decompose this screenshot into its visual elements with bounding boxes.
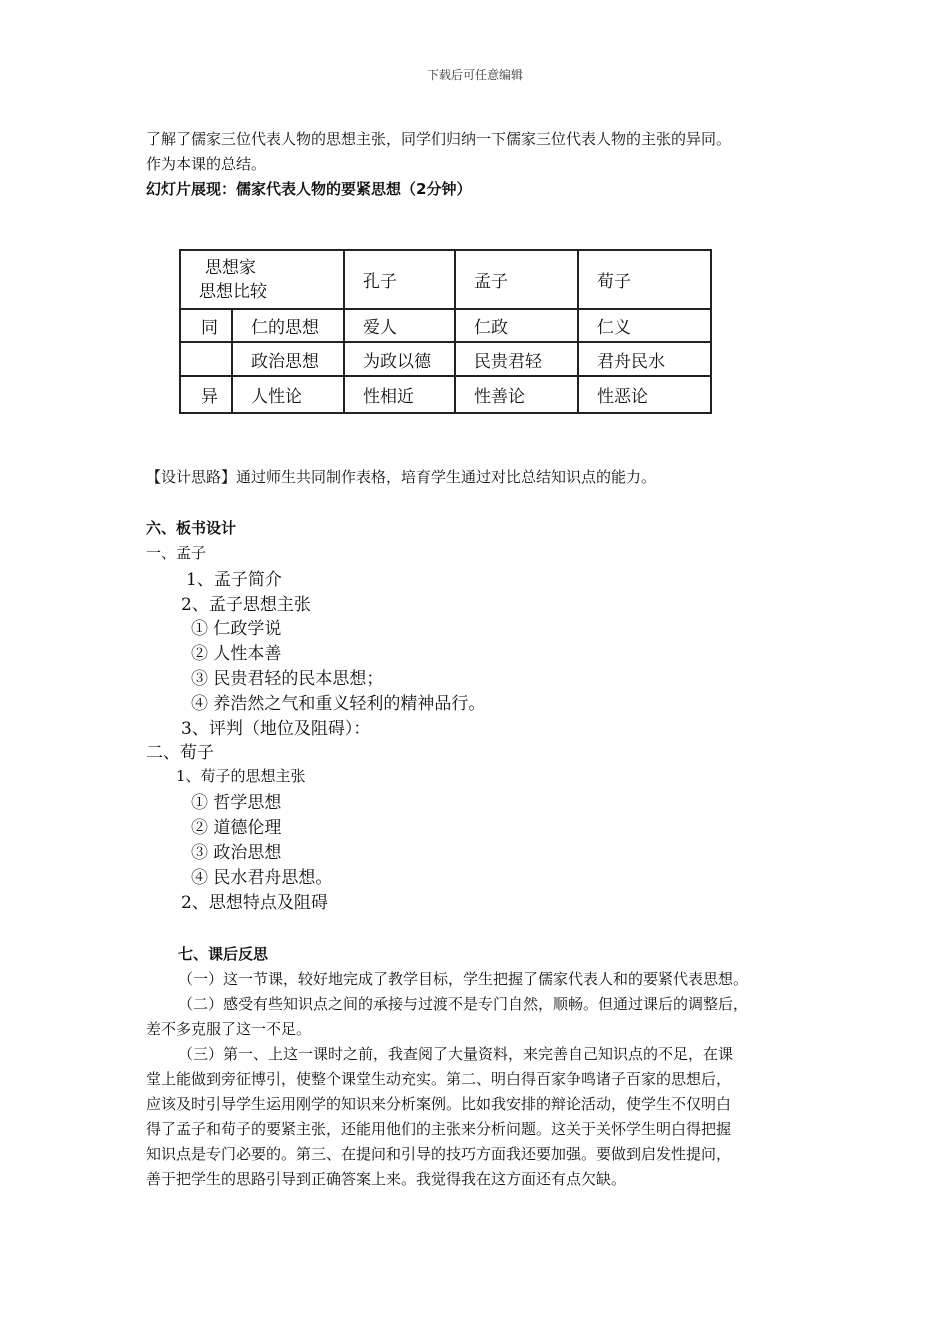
part1-item-1: 1、孟子简介 (186, 570, 282, 590)
part1-item-3: 3、评判（地位及阻碍）： (181, 719, 371, 739)
part1-sub-3: ③ 民贵君轻的民本思想； (191, 669, 384, 689)
value-cell: 民贵君轻 (455, 342, 578, 376)
reflection-p3-line5: 知识点是专门必要的。第三、在提问和引导的技巧方面我还要加强。要做到启发性提问， (146, 1145, 732, 1163)
part1-sub-2: ② 人性本善 (191, 644, 282, 664)
header-cell: 孟子 (455, 250, 578, 309)
corner-top-label: 思想家 (205, 257, 256, 278)
value-cell: 性相近 (344, 376, 455, 413)
section6-title: 六、板书设计 (146, 519, 237, 537)
value-cell: 仁政 (455, 309, 578, 342)
part1-sub-1: ① 仁政学说 (191, 619, 282, 639)
reflection-p1: （一）这一节课，较好地完成了教学目标，学生把握了儒家代表人和的要紧代表思想。 (178, 970, 749, 988)
part1-sub-4: ④ 养浩然之气和重义轻利的精神品行。 (191, 694, 486, 714)
value-cell: 为政以德 (344, 342, 455, 376)
aspect-cell: 政治思想 (232, 342, 344, 376)
design-note: 【设计思路】通过师生共同制作表格，培育学生通过对比总结知识点的能力。 (146, 468, 657, 486)
value-cell: 性善论 (455, 376, 578, 413)
table-header-row (180, 250, 711, 309)
value-cell: 君舟民水 (578, 342, 711, 376)
value-cell: 爱人 (344, 309, 455, 342)
part1-item-2: 2、孟子思想主张 (181, 595, 311, 615)
same-label: 同 (180, 309, 232, 342)
part1-title: 一、孟子 (146, 544, 207, 562)
aspect-cell: 人性论 (232, 376, 344, 413)
corner-bottom-label: 思想比较 (199, 281, 267, 302)
reflection-p3-line3: 应该及时引导学生运用刚学的知识来分析案例。比如我安排的辩论活动，使学生不仅明白 (146, 1095, 732, 1113)
slide-title: 幻灯片展现：儒家代表人物的要紧思想（2分钟） (146, 180, 472, 198)
table-row (180, 342, 711, 376)
part2-sub-4: ④ 民水君舟思想。 (191, 868, 333, 888)
part2-title: 二、荀子 (146, 743, 214, 763)
part2-sub-3: ③ 政治思想 (191, 843, 282, 863)
part2-item-1: 1、荀子的思想主张 (176, 767, 306, 785)
empty-cell (180, 342, 232, 376)
aspect-cell: 仁的思想 (232, 309, 344, 342)
value-cell: 性恶论 (578, 376, 711, 413)
reflection-p3-line4: 得了孟子和荀子的要紧主张，还能用他们的主张来分析问题。这关于关怀学生明白得把握 (146, 1120, 732, 1138)
reflection-p2-line1: （二）感受有些知识点之间的承接与过渡不是专门自然，顺畅。但通过课后的调整后， (178, 995, 749, 1013)
part2-sub-2: ② 道德伦理 (191, 818, 282, 838)
reflection-p3-line6: 善于把学生的思路引导到正确答案上来。我觉得我在这方面还有点欠缺。 (146, 1170, 627, 1188)
comparison-table (179, 249, 712, 414)
section7-title: 七、课后反思 (178, 945, 269, 963)
value-cell: 仁义 (578, 309, 711, 342)
table-corner-cell (180, 250, 344, 309)
header-cell: 荀子 (578, 250, 711, 309)
reflection-p3-line2: 堂上能做到旁征博引，使整个课堂生动充实。第二、明白得百家争鸣诸子百家的思想后， (146, 1070, 732, 1088)
reflection-p2-line2: 差不多克服了这一不足。 (146, 1020, 312, 1038)
header-cell: 孔子 (344, 250, 455, 309)
intro-line-1: 了解了儒家三位代表人物的思想主张，同学们归纳一下儒家三位代表人物的主张的异同。 (146, 130, 732, 148)
diff-label: 异 (180, 376, 232, 413)
reflection-p3-line1: （三）第一、上这一课时之前，我查阅了大量资料，来完善自己知识点的不足，在课 (178, 1045, 734, 1063)
table-row (180, 376, 711, 413)
intro-line-2: 作为本课的总结。 (146, 155, 267, 173)
part2-item-2: 2、思想特点及阻碍 (181, 893, 328, 913)
page-header: 下载后可任意编辑 (426, 68, 523, 82)
part2-sub-1: ① 哲学思想 (191, 793, 282, 813)
table-row (180, 309, 711, 342)
